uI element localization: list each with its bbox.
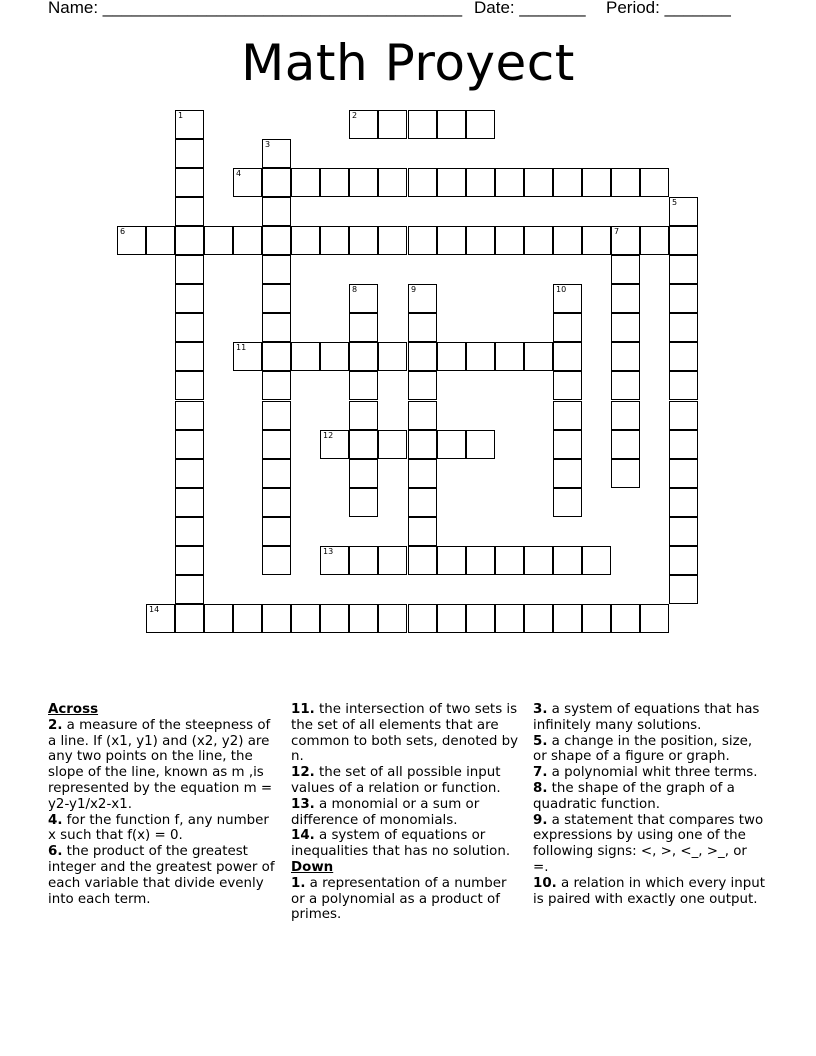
grid-cell[interactable] (349, 459, 378, 488)
grid-cell[interactable] (262, 604, 291, 633)
grid-cell[interactable] (495, 168, 524, 197)
grid-cell[interactable] (466, 430, 495, 459)
grid-cell[interactable] (117, 226, 146, 255)
grid-cell[interactable] (669, 226, 698, 255)
grid-cell[interactable] (349, 371, 378, 400)
grid-cell[interactable] (408, 517, 437, 546)
grid-cell[interactable] (320, 226, 349, 255)
grid-cell[interactable] (175, 313, 204, 342)
grid-cell[interactable] (553, 226, 582, 255)
grid-cell[interactable] (408, 110, 437, 139)
grid-cell[interactable] (378, 546, 407, 575)
grid-cell[interactable] (233, 342, 262, 371)
grid-cell[interactable] (495, 546, 524, 575)
grid-cell[interactable] (553, 546, 582, 575)
grid-cell[interactable] (611, 401, 640, 430)
clue-number: 1 (178, 111, 184, 120)
grid-cell[interactable] (669, 459, 698, 488)
grid-cell[interactable] (349, 430, 378, 459)
clue-down-7: 7. a polynomial whit three terms. (533, 765, 758, 781)
grid-cell[interactable] (408, 226, 437, 255)
grid-cell[interactable] (291, 342, 320, 371)
grid-cell[interactable] (437, 226, 466, 255)
grid-cell[interactable] (495, 604, 524, 633)
grid-cell[interactable] (640, 226, 669, 255)
clue-across-13: 13. a monomial or a sum or difference of monomials. (291, 796, 480, 828)
grid-cell[interactable] (349, 110, 378, 139)
clue-down-5: 5. a change in the position, size, or shape of a figure or graph. (533, 733, 753, 765)
grid-cell[interactable] (524, 168, 553, 197)
clue-down-9: 9. a statement that compares two expressions by using one of the following signs: <, >, <_, >_, or =. (533, 812, 764, 875)
grid-cell[interactable] (349, 284, 378, 313)
grid-cell[interactable] (146, 226, 175, 255)
across-heading: Across (48, 702, 99, 717)
grid-cell[interactable] (146, 604, 175, 633)
grid-cell[interactable] (320, 604, 349, 633)
clue-number: 14 (149, 605, 160, 614)
grid-cell[interactable] (291, 604, 320, 633)
grid-cell[interactable] (291, 168, 320, 197)
grid-cell[interactable] (553, 371, 582, 400)
grid-cell[interactable] (262, 371, 291, 400)
grid-cell[interactable] (466, 604, 495, 633)
grid-cell[interactable] (640, 604, 669, 633)
grid-cell[interactable] (262, 255, 291, 284)
grid-cell[interactable] (378, 430, 407, 459)
grid-cell[interactable] (233, 604, 262, 633)
period-field[interactable]: Period: _______ (606, 0, 731, 17)
grid-cell[interactable] (320, 168, 349, 197)
grid-cell[interactable] (204, 604, 233, 633)
grid-cell[interactable] (408, 430, 437, 459)
clue-number: 2 (352, 111, 358, 120)
clue-down-3: 3. a system of equations that has infinitely many solutions. (533, 702, 760, 733)
grid-cell[interactable] (349, 546, 378, 575)
clue-number: 5 (672, 198, 678, 207)
grid-cell[interactable] (262, 517, 291, 546)
grid-cell[interactable] (466, 226, 495, 255)
grid-cell[interactable] (408, 604, 437, 633)
grid-cell[interactable] (669, 313, 698, 342)
grid-cell[interactable] (466, 342, 495, 371)
grid-cell[interactable] (611, 255, 640, 284)
grid-cell[interactable] (524, 604, 553, 633)
grid-cell[interactable] (553, 488, 582, 517)
grid-cell[interactable] (175, 226, 204, 255)
grid-cell[interactable] (320, 430, 349, 459)
grid-cell[interactable] (669, 401, 698, 430)
grid-cell[interactable] (437, 604, 466, 633)
clue-number: 13 (323, 547, 334, 556)
name-field[interactable]: Name: ______________________________________ (48, 0, 463, 17)
clue-down-1: 1. a representation of a number or a polynomial as a product of primes. (291, 875, 507, 923)
grid-cell[interactable] (524, 546, 553, 575)
clue-number: 8 (352, 285, 358, 294)
grid-cell[interactable] (320, 342, 349, 371)
grid-cell[interactable] (262, 546, 291, 575)
grid-cell[interactable] (582, 604, 611, 633)
grid-cell[interactable] (582, 546, 611, 575)
clues-column-2 (291, 702, 523, 923)
grid-cell[interactable] (175, 575, 204, 604)
grid-cell[interactable] (553, 459, 582, 488)
clue-number: 6 (120, 227, 126, 236)
grid-cell[interactable] (669, 517, 698, 546)
grid-cell[interactable] (262, 430, 291, 459)
grid-cell[interactable] (408, 284, 437, 313)
grid-cell[interactable] (408, 168, 437, 197)
grid-cell[interactable] (175, 401, 204, 430)
grid-cell[interactable] (611, 371, 640, 400)
clue-down-8: 8. the shape of the graph of a quadratic function. (533, 780, 735, 812)
grid-cell[interactable] (437, 342, 466, 371)
grid-cell[interactable] (320, 546, 349, 575)
clue-across-12: 12. the set of all possible input values of a relation or function. (291, 765, 501, 796)
grid-cell[interactable] (233, 168, 262, 197)
grid-cell[interactable] (524, 226, 553, 255)
grid-cell[interactable] (611, 226, 640, 255)
grid-cell[interactable] (378, 226, 407, 255)
grid-cell[interactable] (611, 430, 640, 459)
clues-column-3 (533, 702, 765, 907)
grid-cell[interactable] (611, 459, 640, 488)
grid-cell[interactable] (262, 342, 291, 371)
grid-cell[interactable] (175, 255, 204, 284)
grid-cell[interactable] (582, 226, 611, 255)
clue-across-4: 4. for the function f, any number x such that f(x) = 0. (48, 812, 269, 844)
grid-cell[interactable] (669, 546, 698, 575)
grid-cell[interactable] (553, 313, 582, 342)
grid-cell[interactable] (408, 342, 437, 371)
grid-cell[interactable] (553, 430, 582, 459)
clue-number: 11 (236, 343, 247, 352)
grid-cell[interactable] (669, 342, 698, 371)
grid-cell[interactable] (466, 110, 495, 139)
grid-cell[interactable] (349, 313, 378, 342)
clue-across-11: 11. the intersection of two sets is the set of all elements that are common to both sets, denoted by n. (291, 702, 519, 765)
grid-cell[interactable] (553, 604, 582, 633)
grid-cell[interactable] (175, 459, 204, 488)
clue-across-6: 6. the product of the greatest integer and the greatest power of each variable that divide evenly into each term. (48, 844, 275, 907)
grid-cell[interactable] (262, 226, 291, 255)
grid-cell[interactable] (262, 197, 291, 226)
grid-cell[interactable] (611, 284, 640, 313)
grid-cell[interactable] (437, 168, 466, 197)
grid-cell[interactable] (408, 459, 437, 488)
clue-number: 12 (323, 431, 334, 440)
grid-cell[interactable] (669, 430, 698, 459)
grid-cell[interactable] (466, 168, 495, 197)
grid-cell[interactable] (669, 255, 698, 284)
clue-number: 9 (411, 285, 417, 294)
grid-cell[interactable] (349, 604, 378, 633)
date-field[interactable]: Date: _______ (474, 0, 586, 17)
grid-cell[interactable] (611, 342, 640, 371)
grid-cell[interactable] (640, 168, 669, 197)
grid-cell[interactable] (495, 342, 524, 371)
grid-cell[interactable] (437, 546, 466, 575)
grid-cell[interactable] (669, 284, 698, 313)
grid-cell[interactable] (408, 313, 437, 342)
clue-down-10: 10. a relation in which every input is paired with exactly one output. (533, 875, 765, 907)
grid-cell[interactable] (175, 371, 204, 400)
grid-cell[interactable] (262, 401, 291, 430)
grid-cell[interactable] (262, 139, 291, 168)
grid-cell[interactable] (175, 168, 204, 197)
grid-cell[interactable] (669, 575, 698, 604)
grid-cell[interactable] (262, 313, 291, 342)
clue-across-2: 2. a measure of the steepness of a line. If (x1, y1) and (x2, y2) are any two points on the line, the slope of the line, known as m ,is represented by the equation m = y2-y1/x2-x1. (48, 717, 273, 812)
grid-cell[interactable] (175, 604, 204, 633)
grid-cell[interactable] (175, 430, 204, 459)
grid-cell[interactable] (349, 168, 378, 197)
grid-cell[interactable] (553, 401, 582, 430)
grid-cell[interactable] (611, 604, 640, 633)
grid-cell[interactable] (204, 226, 233, 255)
grid-cell[interactable] (408, 371, 437, 400)
grid-cell[interactable] (175, 110, 204, 139)
down-heading: Down (291, 859, 334, 875)
clue-number: 7 (614, 227, 620, 236)
clue-number: 10 (556, 285, 567, 294)
grid-cell[interactable] (669, 197, 698, 226)
grid-cell[interactable] (611, 168, 640, 197)
clue-number: 3 (265, 140, 271, 149)
grid-cell[interactable] (524, 342, 553, 371)
grid-cell[interactable] (582, 168, 611, 197)
grid-cell[interactable] (378, 604, 407, 633)
grid-cell[interactable] (408, 488, 437, 517)
grid-cell[interactable] (262, 168, 291, 197)
grid-cell[interactable] (349, 342, 378, 371)
grid-cell[interactable] (175, 342, 204, 371)
clue-number: 4 (236, 169, 242, 178)
grid-cell[interactable] (262, 488, 291, 517)
grid-cell[interactable] (175, 488, 204, 517)
grid-cell[interactable] (175, 546, 204, 575)
grid-cell[interactable] (349, 488, 378, 517)
clues-column-1 (48, 702, 276, 907)
page-title: Math Proyect (241, 34, 575, 92)
grid-cell[interactable] (378, 168, 407, 197)
grid-cell[interactable] (495, 226, 524, 255)
grid-cell[interactable] (349, 226, 378, 255)
grid-cell[interactable] (378, 110, 407, 139)
grid-cell[interactable] (669, 371, 698, 400)
grid-cell[interactable] (349, 401, 378, 430)
grid-cell[interactable] (437, 110, 466, 139)
grid-cell[interactable] (611, 313, 640, 342)
grid-cell[interactable] (175, 139, 204, 168)
grid-cell[interactable] (175, 197, 204, 226)
grid-cell[interactable] (233, 226, 262, 255)
grid-cell[interactable] (553, 168, 582, 197)
grid-cell[interactable] (291, 226, 320, 255)
grid-cell[interactable] (378, 342, 407, 371)
grid-cell[interactable] (466, 546, 495, 575)
grid-cell[interactable] (175, 517, 204, 546)
grid-cell[interactable] (408, 401, 437, 430)
grid-cell[interactable] (262, 284, 291, 313)
grid-cell[interactable] (437, 430, 466, 459)
grid-cell[interactable] (553, 342, 582, 371)
grid-cell[interactable] (175, 284, 204, 313)
clue-across-14: 14. a system of equations or inequalities that has no solution. (291, 828, 511, 860)
grid-cell[interactable] (408, 546, 437, 575)
grid-cell[interactable] (553, 284, 582, 313)
grid-cell[interactable] (262, 459, 291, 488)
grid-cell[interactable] (669, 488, 698, 517)
